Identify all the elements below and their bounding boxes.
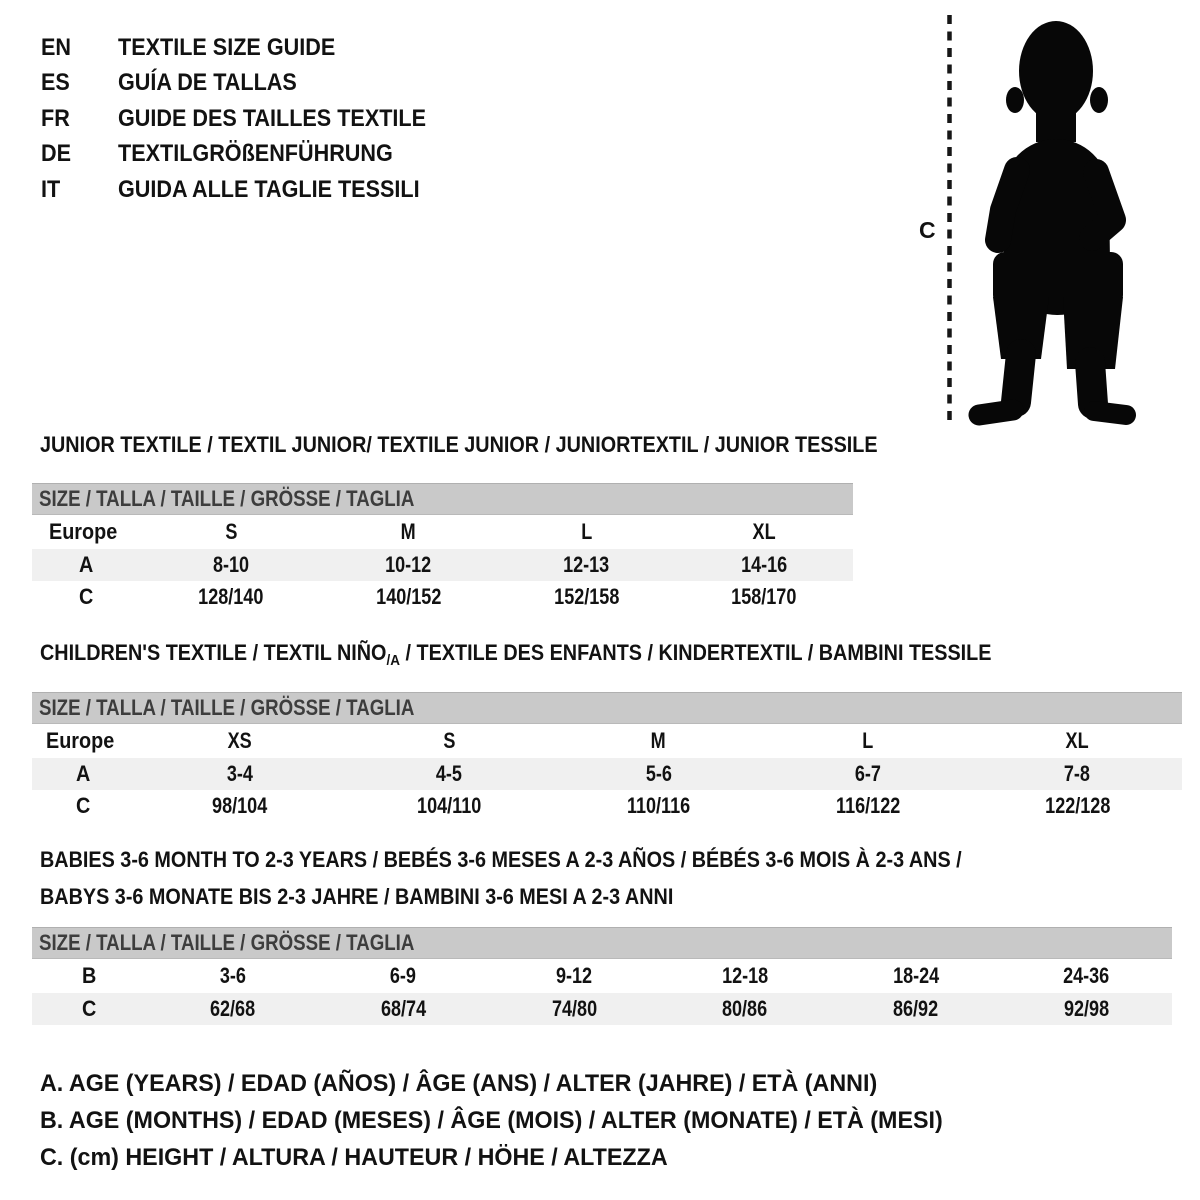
height-cell: 128/140 <box>198 584 264 609</box>
height-cell: 68/74 <box>380 995 426 1021</box>
age-cell: 4-5 <box>436 761 463 786</box>
height-cell: 74/80 <box>551 995 597 1021</box>
babies-section-title-line1: BABIES 3-6 MONTH TO 2-3 YEARS / BEBÉS 3-6 MESES A 2-3 AÑOS / BÉBÉS 3-6 MOIS À 2-3 ANS / <box>40 847 962 872</box>
row-label: A <box>79 552 94 577</box>
lang-code-it: IT <box>41 175 61 203</box>
toddler-silhouette-icon <box>963 14 1143 426</box>
age-cell: 7-8 <box>1064 761 1091 786</box>
lang-title-es: GUÍA DE TALLAS <box>118 69 297 97</box>
months-cell: 24-36 <box>1063 962 1110 988</box>
height-cell: 62/68 <box>209 995 255 1021</box>
junior-height-row <box>32 581 853 613</box>
height-measure-label: C <box>919 217 936 243</box>
babies-months-row <box>32 959 1172 993</box>
row-label: Europe <box>45 728 114 753</box>
months-cell: 9-12 <box>556 962 593 988</box>
height-cell: 152/158 <box>553 584 619 609</box>
lang-title-it: GUIDA ALLE TAGLIE TESSILI <box>118 175 420 203</box>
row-label: B <box>81 962 96 988</box>
babies-section-title-line2: BABYS 3-6 MONATE BIS 2-3 JAHRE / BAMBINI 3-6 MESI A 2-3 ANNI <box>40 884 674 909</box>
age-cell: 6-7 <box>854 761 881 786</box>
height-cell: 116/122 <box>835 793 900 818</box>
babies-size-header-label: SIZE / TALLA / TAILLE / GRÖSSE / TAGLIA <box>39 930 415 955</box>
junior-section-title: JUNIOR TEXTILE / TEXTIL JUNIOR/ TEXTILE JUNIOR / JUNIORTEXTIL / JUNIOR TESSILE <box>40 432 878 457</box>
months-cell: 6-9 <box>390 962 417 988</box>
babies-size-table <box>32 927 1172 1025</box>
junior-europe-row <box>32 515 853 550</box>
size-cell: XL <box>1065 728 1089 753</box>
junior-size-header-label: SIZE / TALLA / TAILLE / GRÖSSE / TAGLIA <box>39 486 415 511</box>
months-cell: 18-24 <box>892 962 939 988</box>
lang-title-de: TEXTILGRÖßENFÜHRUNG <box>118 140 393 168</box>
language-title-block <box>41 30 460 208</box>
row-label: C <box>79 584 94 609</box>
height-cell: 122/128 <box>1044 793 1110 818</box>
lang-row-de <box>41 137 460 173</box>
height-cell: 98/104 <box>212 793 268 818</box>
size-cell: S <box>224 519 237 544</box>
lang-title-fr: GUIDE DES TAILLES TEXTILE <box>118 104 427 132</box>
height-cell: 158/170 <box>731 584 797 609</box>
size-cell: M <box>401 519 417 544</box>
junior-table-header-bar <box>32 484 853 515</box>
children-table-header-bar <box>32 693 1182 724</box>
lang-code-en: EN <box>41 33 72 61</box>
lang-code-de: DE <box>41 140 72 168</box>
row-label: A <box>75 761 90 786</box>
height-dashed-line-icon <box>945 15 954 420</box>
months-cell: 3-6 <box>219 962 246 988</box>
children-age-row <box>32 758 1182 790</box>
lang-row-fr <box>41 101 460 137</box>
children-title-subscript: /A <box>386 652 400 669</box>
age-cell: 10-12 <box>385 552 432 577</box>
lang-row-en <box>41 30 460 66</box>
children-title-suffix: / TEXTILE DES ENFANTS / KINDERTEXTIL / BAMBINI TESSILE <box>399 640 992 665</box>
children-section-title <box>40 641 991 673</box>
age-cell: 3-4 <box>226 761 253 786</box>
size-cell: XL <box>752 519 776 544</box>
size-cell: M <box>650 728 666 753</box>
height-cell: 110/116 <box>626 793 691 818</box>
children-height-row <box>32 790 1182 822</box>
junior-size-table <box>32 483 853 613</box>
age-cell: 8-10 <box>212 552 249 577</box>
height-cell: 140/152 <box>376 584 442 609</box>
size-cell: L <box>862 728 874 753</box>
babies-height-row <box>32 993 1172 1025</box>
children-size-table <box>32 692 1182 822</box>
age-cell: 14-16 <box>741 552 788 577</box>
size-cell: S <box>443 728 456 753</box>
lang-row-es <box>41 66 460 102</box>
size-cell: XS <box>227 728 252 753</box>
footnote-age-years: A. AGE (YEARS) / EDAD (AÑOS) / ÂGE (ANS) / ALTER (JAHRE) / ETÀ (ANNI) <box>40 1070 878 1097</box>
size-cell: L <box>580 519 592 544</box>
lang-title-en: TEXTILE SIZE GUIDE <box>118 33 336 61</box>
height-cell: 80/86 <box>722 995 768 1021</box>
babies-table-header-bar <box>32 928 1172 959</box>
children-title-prefix: CHILDREN'S TEXTILE / TEXTIL NIÑO <box>40 640 387 665</box>
junior-age-row <box>32 549 853 581</box>
children-europe-row <box>32 724 1182 759</box>
children-size-header-label: SIZE / TALLA / TAILLE / GRÖSSE / TAGLIA <box>39 695 415 720</box>
lang-code-es: ES <box>41 69 70 97</box>
row-label: C <box>75 793 90 818</box>
age-cell: 5-6 <box>645 761 672 786</box>
height-cell: 104/110 <box>416 793 482 818</box>
height-cell: 86/92 <box>893 995 939 1021</box>
footnote-age-months: B. AGE (MONTHS) / EDAD (MESES) / ÂGE (MOIS) / ALTER (MONATE) / ETÀ (MESI) <box>40 1107 943 1134</box>
row-label: Europe <box>49 519 118 544</box>
row-label: C <box>81 995 96 1021</box>
months-cell: 12-18 <box>721 962 768 988</box>
footnote-height-cm: C. (cm) HEIGHT / ALTURA / HAUTEUR / HÖHE / ALTEZZA <box>40 1144 668 1171</box>
age-cell: 12-13 <box>563 552 610 577</box>
lang-code-fr: FR <box>41 104 70 132</box>
lang-row-it <box>41 172 460 208</box>
height-cell: 92/98 <box>1063 995 1110 1021</box>
